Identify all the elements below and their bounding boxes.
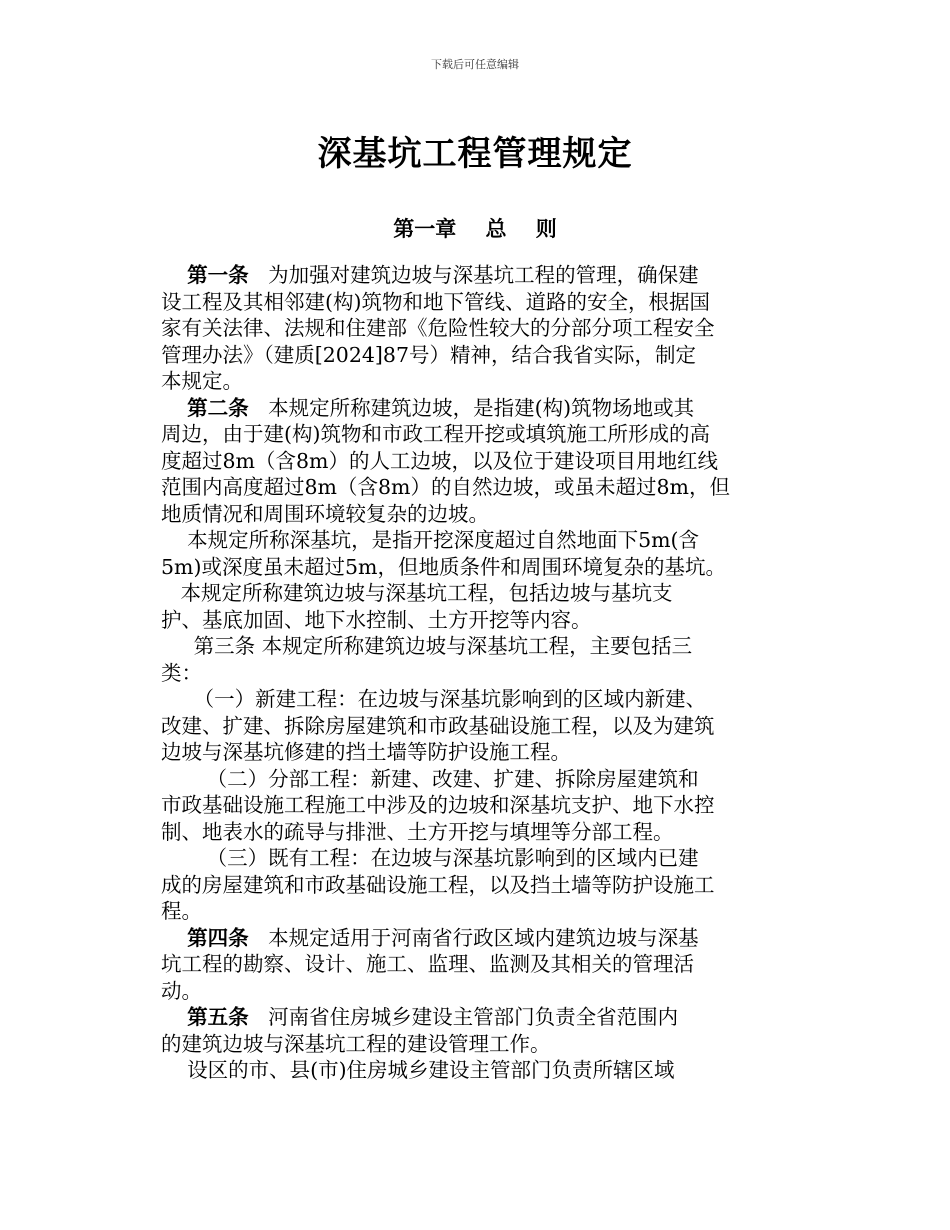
text-line [161, 527, 793, 554]
line-text: （二）分部工程：新建、改建、扩建、拆除房屋建筑和 [161, 766, 699, 791]
text-line [161, 660, 793, 687]
text-line [161, 633, 793, 660]
line-text: 5m)或深度虽未超过5m，但地质条件和周围环境复杂的基坑。 [161, 554, 726, 579]
line-text: 第三条 本规定所称建筑边坡与深基坑工程，主要包括三 [161, 634, 693, 658]
text-line [161, 925, 793, 952]
article-label: 第五条 [187, 1005, 249, 1029]
text-line [161, 395, 793, 422]
line-text: 制、地表水的疏导与排泄、土方开挖与填埋等分部工程。 [161, 819, 674, 844]
text-line [161, 845, 793, 872]
chapter-title: 第一章 总 则 [393, 216, 557, 241]
line-text: 度超过8m（含8m）的人工边坡，以及位于建设项目用地红线 [161, 448, 718, 473]
article-label: 第二条 [187, 395, 249, 420]
line-text: 边坡与深基坑修建的挡土墙等防护设施工程。 [161, 740, 571, 764]
line-text: 本规定所称建筑边坡，是指建(构)筑物场地或其 [248, 395, 695, 420]
line-text: 设区的市、县(市)住房城乡建设主管部门负责所辖区域 [161, 1058, 675, 1082]
text-line [161, 315, 793, 342]
line-text: （三）既有工程：在边坡与深基坑影响到的区域内已建 [161, 846, 699, 870]
text-line [161, 713, 793, 740]
text-line [161, 580, 793, 607]
line-text: 家有关法律、法规和住建部《危险性较大的分部分项工程安全 [161, 316, 715, 340]
document-title: 深基坑工程管理规定 [317, 134, 633, 174]
article-label: 第四条 [187, 925, 249, 950]
text-line [161, 421, 793, 448]
line-text: 地质情况和周围环境较复杂的边坡。 [161, 501, 489, 526]
text-line [161, 501, 793, 528]
line-text: 河南省住房城乡建设主管部门负责全省范围内 [248, 1005, 679, 1029]
line-text: （一）新建工程：在边坡与深基坑影响到的区域内新建、 [161, 687, 707, 711]
line-text: 市政基础设施工程施工中涉及的边坡和深基坑支护、地下水控 [161, 793, 715, 817]
line-text: 管理办法》（建质[2024]87号）精神，结合我省实际，制定 [161, 342, 697, 367]
line-text: 周边，由于建(构)筑物和市政工程开挖或填筑施工所形成的高 [161, 422, 710, 446]
text-line [161, 978, 793, 1005]
text-line [161, 342, 793, 369]
line-text: 本规定适用于河南省行政区域内建筑边坡与深基 [248, 925, 699, 950]
text-line [161, 1031, 793, 1058]
text-line [161, 289, 793, 316]
line-text: 设工程及其相邻建(构)筑物和地下管线、道路的安全，根据国 [161, 289, 710, 314]
text-line [161, 792, 793, 819]
line-text: 类： [161, 660, 202, 685]
text-line [161, 898, 793, 925]
line-text: 改建、扩建、拆除房屋建筑和市政基础设施工程，以及为建筑 [161, 713, 715, 738]
article-label: 第一条 [187, 263, 249, 287]
text-line [161, 766, 793, 793]
text-line [161, 262, 793, 289]
line-text: 动。 [161, 978, 202, 1003]
text-line [161, 1057, 793, 1084]
line-text: 本规定。 [161, 369, 243, 393]
text-line [161, 686, 793, 713]
text-line [161, 951, 793, 978]
line-text: 本规定所称建筑边坡与深基坑工程，包括边坡与基坑支 [161, 581, 673, 605]
line-text: 为加强对建筑边坡与深基坑工程的管理，确保建 [248, 263, 699, 287]
line-text: 的建筑边坡与深基坑工程的建设管理工作。 [161, 1031, 551, 1056]
text-line [161, 448, 793, 475]
text-line [161, 872, 793, 899]
header-note: 下载后可任意编辑 [431, 58, 519, 71]
line-text: 护、基底加固、地下水控制、土方开挖等内容。 [161, 607, 592, 632]
line-text: 坑工程的勘察、设计、施工、监理、监测及其相关的管理活 [161, 952, 694, 976]
line-text: 程。 [161, 899, 202, 923]
text-line [161, 739, 793, 766]
text-line [161, 554, 793, 581]
text-line [161, 1004, 793, 1031]
line-text: 成的房屋建筑和市政基础设施工程，以及挡土墙等防护设施工 [161, 872, 715, 897]
text-line [161, 819, 793, 846]
body-text [161, 262, 793, 1084]
text-line [161, 607, 793, 634]
text-line [161, 474, 793, 501]
line-text: 范围内高度超过8m（含8m）的自然边坡，或虽未超过8m，但 [161, 475, 730, 499]
line-text: 本规定所称深基坑，是指开挖深度超过自然地面下5m(含 [161, 528, 700, 552]
text-line [161, 368, 793, 395]
